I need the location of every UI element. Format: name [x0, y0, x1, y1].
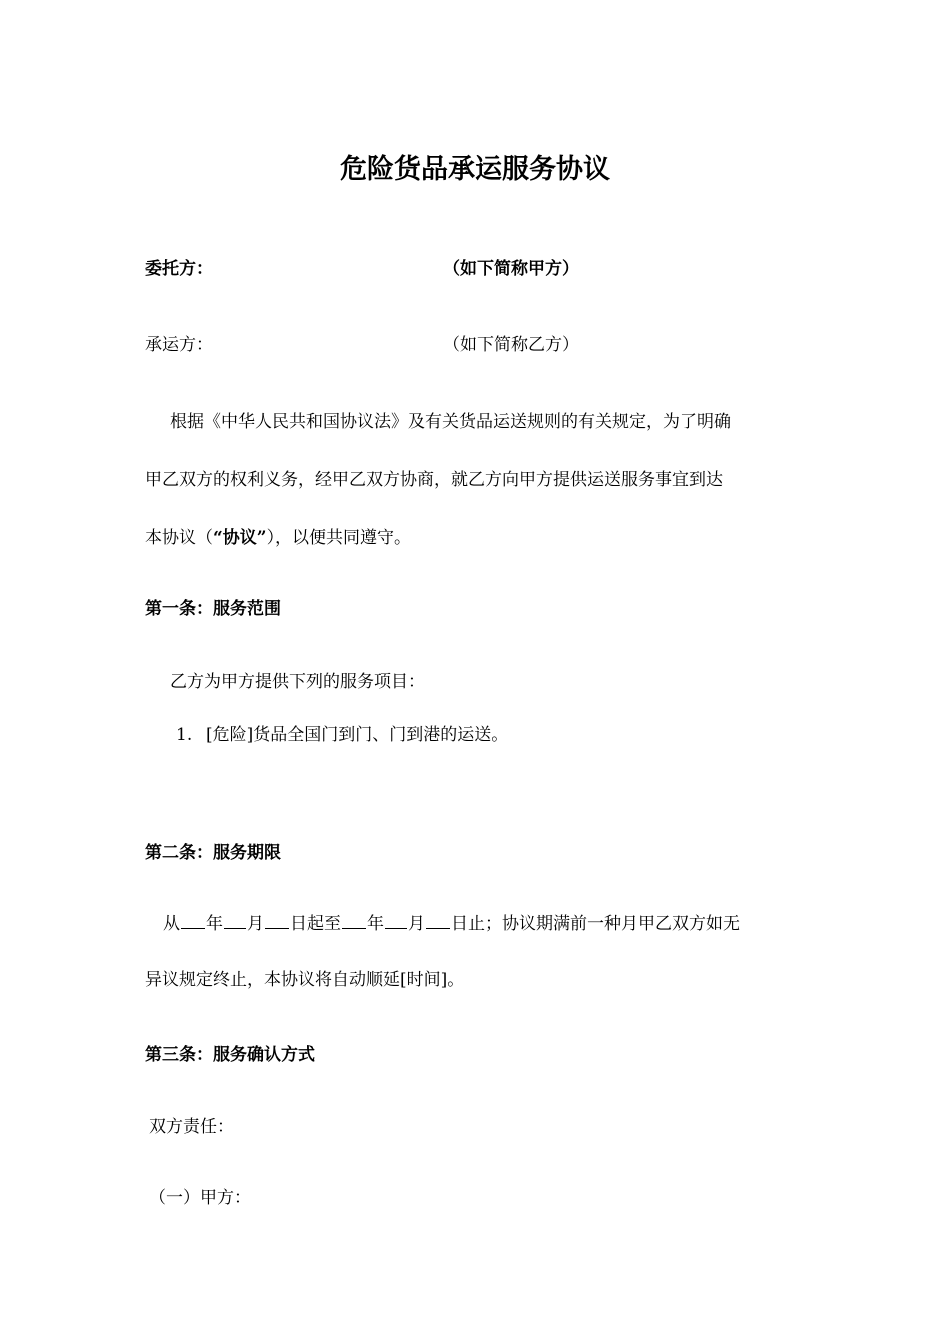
- article-3-heading: 第三条：服务确认方式: [145, 1045, 315, 1065]
- article-3-party-a: （一）甲方：: [149, 1188, 251, 1208]
- year-blank-2: [342, 912, 366, 929]
- day-end-text: 日止；协议期满前一种月甲乙双方如无: [451, 914, 740, 934]
- preamble-line-1: 根据《中华人民共和国协议法》及有关货品运送规则的有关规定，为了明确: [170, 412, 731, 432]
- consignor-label: 委托方：: [145, 259, 213, 279]
- article-2-heading: 第二条：服务期限: [145, 843, 281, 863]
- preamble-line-3: [145, 527, 411, 549]
- preamble-line-2: 甲乙双方的权利义务，经甲乙双方协商，就乙方向甲方提供运送服务事宜到达: [145, 470, 723, 490]
- consignor-note: （如下简称甲方）: [443, 259, 579, 279]
- carrier-label: 承运方：: [145, 335, 213, 355]
- month-text-2: 月: [408, 914, 425, 934]
- article-2-line-2: 异议规定终止，本协议将自动顺延[时间]。: [145, 970, 465, 990]
- month-blank-1: [224, 912, 246, 929]
- preamble-line-3-end: ），以便共同遵守。: [266, 528, 412, 548]
- article-3-duties: 双方责任：: [149, 1117, 234, 1137]
- day-blank-2: [426, 912, 450, 929]
- month-blank-2: [385, 912, 407, 929]
- day-blank-1: [265, 912, 289, 929]
- article-1-intro: 乙方为甲方提供下列的服务项目：: [170, 672, 425, 692]
- article-1-item-number: 1.: [176, 725, 193, 745]
- carrier-note: （如下简称乙方）: [443, 335, 579, 355]
- year-text-2: 年: [367, 914, 384, 934]
- page-title: 危险货品承运服务协议: [340, 154, 610, 185]
- agreement-term: “协议”: [213, 528, 267, 548]
- month-text-1: 月: [247, 914, 264, 934]
- year-blank-1: [181, 912, 205, 929]
- day-to-text: 日起至: [290, 914, 341, 934]
- preamble-line-3-start: 本协议（: [145, 528, 213, 548]
- article-2-line-1: [163, 912, 740, 935]
- year-text-1: 年: [206, 914, 223, 934]
- from-text: 从: [163, 914, 180, 934]
- article-1-item-text: [危险]货品全国门到门、门到港的运送。: [206, 725, 509, 745]
- article-1-heading: 第一条：服务范围: [145, 599, 281, 619]
